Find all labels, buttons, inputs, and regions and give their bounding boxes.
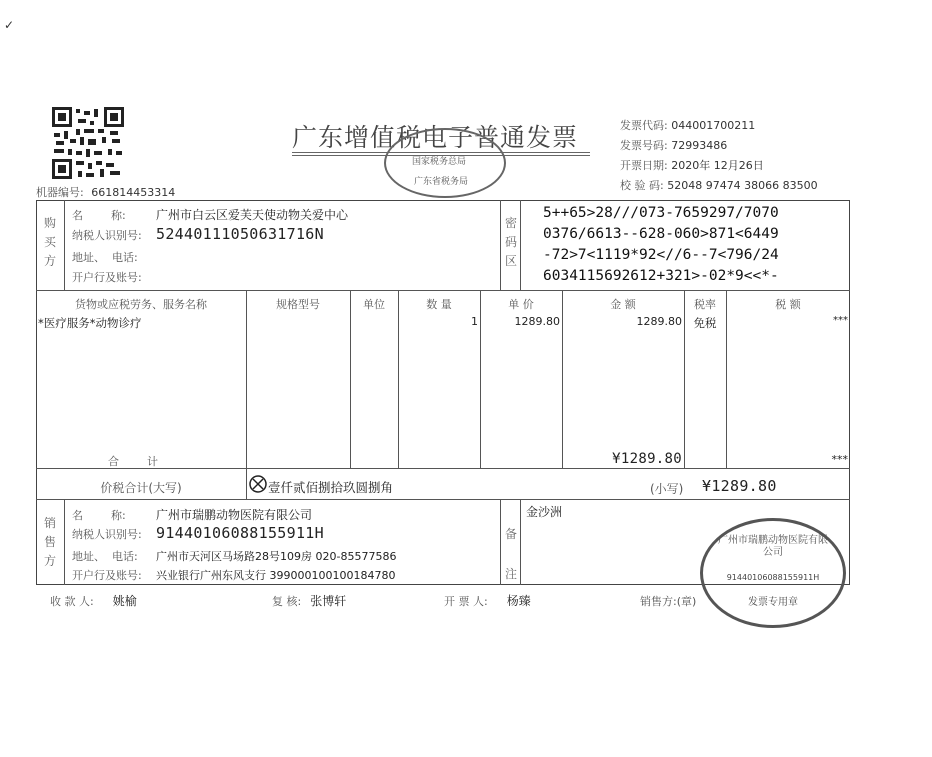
invoice-title: 广东增值税电子普通发票 [292,123,579,152]
seller-name-row [72,504,396,523]
buyer-name: 广州市白云区爱芙天使动物关爱中心 [156,208,349,222]
buyer-bank-label: 开户行及账号: [72,271,142,284]
divider [36,290,850,291]
divider [500,499,501,585]
seller-taxid: 91440106088155911H [156,524,324,542]
invoice-date-label: 开票日期: [620,159,668,172]
buyer-taxid: 52440111050631716N [156,225,324,243]
divider [64,499,65,585]
scan-mark: ✓ [4,18,15,32]
item-tax: *** [833,315,848,326]
tax-bureau-seal [384,128,506,198]
divider [246,290,247,468]
seller-side-char: 销 [43,516,56,530]
tax-bureau-seal-top: 国家税务总局 [412,157,467,167]
divider [36,468,850,469]
seller-seal-caption: 发票专用章 [748,597,798,608]
header-tax: 税 额 [775,298,801,311]
divider [246,468,247,499]
grand-total-words: 壹仟贰佰捌拾玖圆捌角 [268,480,394,495]
payee-field [50,590,137,609]
invoice-number-label: 发票号码: [620,139,668,152]
item-name: *医疗服务*动物诊疗 [38,316,142,330]
item-qty: 1 [471,315,478,328]
header-name: 货物或应税劳务、服务名称 [75,298,207,311]
cross-circle-icon [249,475,267,493]
buyer-info [72,204,348,286]
divider [520,200,521,290]
invoice-code-label: 发票代码: [620,119,668,132]
grand-total-label: 价税合计(大写) [100,481,182,495]
seller-address-label: 地址、 电话: [72,550,138,563]
divider [36,499,850,500]
header-price: 单 价 [508,298,534,311]
header-rate: 税率 [694,298,716,311]
seller-bank-row [72,564,396,583]
item-rate: 免税 [693,316,717,330]
total-label: 合 计 [108,455,158,468]
invoice-date: 2020年 12月26日 [671,159,764,172]
divider [350,290,351,468]
invoice-code-row [620,117,818,137]
grand-total-small-label: (小写) [650,482,684,496]
divider [500,200,501,290]
cipher-line: 5++65>28///073-7659297/7070 [543,205,779,221]
item-amount: 1289.80 [636,315,682,328]
seller-side-label [43,514,57,571]
header-qty: 数 量 [426,298,452,311]
remarks-side-label [504,514,518,594]
reviewer-value: 张博轩 [310,594,347,608]
check-code-label: 校 验 码: [620,179,664,192]
seller-bank-label: 开户行及账号: [72,569,142,582]
grand-total-small-amount: ¥1289.80 [702,477,777,495]
cipher-side-label [504,214,518,271]
remarks-side-char: 注 [504,567,517,581]
seller-info [72,504,396,583]
qr-code [52,107,124,179]
seller-seal-taxid: 91440106088155911H [726,573,820,582]
seller-name-label: 名 称: [72,509,126,522]
seller-side-char: 方 [43,554,56,568]
buyer-name-row [72,204,348,224]
invoice-date-row [620,157,818,177]
remarks-text: 金沙洲 [526,505,563,519]
reviewer-label: 复 核: [272,595,302,608]
seller-bank: 兴业银行广州东风支行 399000100100184780 [156,569,396,582]
divider [64,200,65,290]
issuer-label: 开 票 人: [444,595,488,608]
issuer-field [444,590,531,609]
buyer-name-label: 名 称: [72,209,126,222]
seller-stamp-label: 销售方:(章) [640,595,697,608]
payee-value: 姚榆 [112,594,137,608]
payee-label: 收 款 人: [50,595,94,608]
seller-stamp-field [640,590,696,609]
invoice-number-row [620,137,818,157]
buyer-side-char: 买 [43,235,56,249]
issuer-value: 杨臻 [506,594,531,608]
seller-invoice-seal [700,518,846,628]
reviewer-field [272,590,346,609]
seller-seal-ring-text: 广州市瑞鹏动物医院有限公司 [718,535,828,558]
divider [520,499,521,585]
check-code-row [620,177,818,197]
seller-name: 广州市瑞鹏动物医院有限公司 [156,508,313,522]
header-spec: 规格型号 [276,298,320,311]
buyer-address-label: 地址、 电话: [72,251,138,264]
total-amount: ¥1289.80 [612,451,682,467]
header-amount: 金 额 [610,298,636,311]
buyer-side-label [43,214,57,271]
cipher-side-char: 码 [504,235,517,249]
cipher-area [543,204,779,288]
invoice-meta [620,117,818,197]
invoice-number: 72993486 [671,139,728,152]
buyer-taxid-label: 纳税人识别号: [72,229,142,242]
cipher-line: 6034115692612+321>-02*9<<*- [543,268,779,284]
machine-number-label: 机器编号: [36,186,84,199]
cipher-side-char: 区 [504,254,517,268]
buyer-address-row [72,246,348,266]
check-code: 52048 97474 38066 83500 [667,179,818,192]
machine-number-row [36,184,175,200]
invoice-code: 044001700211 [671,119,756,132]
cipher-line: -72>7<1119*92<//6--7<796/24 [543,247,779,263]
cipher-side-char: 密 [504,216,517,230]
seller-taxid-label: 纳税人识别号: [72,528,142,541]
remarks-side-char: 备 [504,527,517,541]
cipher-line: 0376/6613--628-060>871<6449 [543,226,779,242]
seller-side-char: 售 [43,535,56,549]
item-price: 1289.80 [514,315,560,328]
total-tax: *** [831,453,848,466]
buyer-taxid-row [72,224,348,246]
buyer-bank-row [72,266,348,286]
machine-number-value: 661814453314 [91,186,176,199]
buyer-side-char: 方 [43,254,56,268]
seller-address: 广州市天河区马场路28号109房 020-85577586 [156,550,397,563]
header-unit: 单位 [363,298,385,311]
seller-taxid-row [72,523,396,545]
tax-bureau-seal-bottom: 广东省税务局 [414,177,469,187]
seller-address-row [72,545,396,564]
buyer-side-char: 购 [43,216,56,230]
